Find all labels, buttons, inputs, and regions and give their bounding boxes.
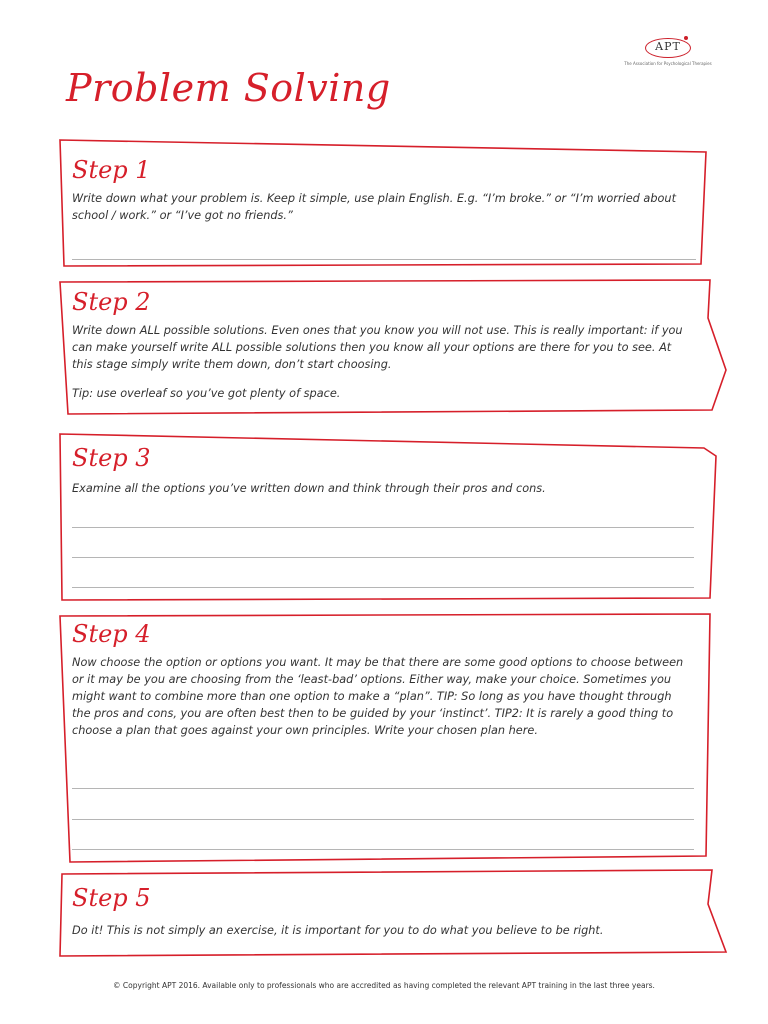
writing-line[interactable] (72, 788, 694, 789)
writing-line[interactable] (72, 557, 694, 558)
writing-line[interactable] (72, 527, 694, 528)
writing-line[interactable] (72, 819, 694, 820)
step-2-box (58, 278, 730, 418)
writing-line[interactable] (72, 587, 694, 588)
step-2-tip: Tip: use overleaf so you’ve got plenty of space. (72, 387, 341, 400)
step-3-instructions: Examine all the options you’ve written down and think through their pros and cons. (72, 482, 546, 495)
logo-text: APT (655, 40, 681, 53)
writing-line[interactable] (72, 259, 696, 260)
step-5-instructions: Do it! This is not simply an exercise, it is important for you to do what you believe to be right. (72, 924, 604, 937)
step-4-instructions: Now choose the option or options you want. It may be that there are some good options to choose between or it may be you are choosing from the ‘least-bad’ options. Either way, make your choice. Sometimes you might want to combine more than one option to make a “plan”. TIP: So long as you have thought through the pros and cons, you are often best then to be guided by your ‘instinct’. TIP2: It is rarely a good thing to choose a plan that goes against your own principles. Write your chosen plan here. (72, 656, 684, 737)
step-5-heading: Step 5 (72, 884, 151, 912)
step-1-box (58, 138, 710, 270)
step-5-box (58, 868, 730, 962)
step-3-heading: Step 3 (72, 444, 151, 472)
writing-line[interactable] (72, 849, 694, 850)
page-title: Problem Solving (66, 66, 391, 110)
logo-subtitle: The Association for Psychological Therapies (624, 61, 712, 66)
step-3-box (58, 432, 722, 604)
step-4-box (58, 612, 714, 866)
step-2-instructions: Write down ALL possible solutions. Even ones that you know you will not use. This is really important: if you can make yourself write ALL possible solutions then you know all your options are there for you to see. At this stage simply write them down, don’t start choosing. (72, 324, 683, 371)
apt-logo (618, 38, 718, 66)
copyright-footer: © Copyright APT 2016. Available only to professionals who are accredited as having completed the relevant APT training in the last three years. (113, 981, 655, 990)
step-1-instructions: Write down what your problem is. Keep it simple, use plain English. E.g. “I’m broke.” or “I’m worried about school / work.” or “I’ve got no friends.” (72, 192, 677, 222)
logo-dot (684, 36, 688, 40)
step-1-heading: Step 1 (72, 156, 151, 184)
logo-ring (645, 38, 691, 58)
step-4-heading: Step 4 (72, 620, 151, 648)
step-2-heading: Step 2 (72, 288, 151, 316)
